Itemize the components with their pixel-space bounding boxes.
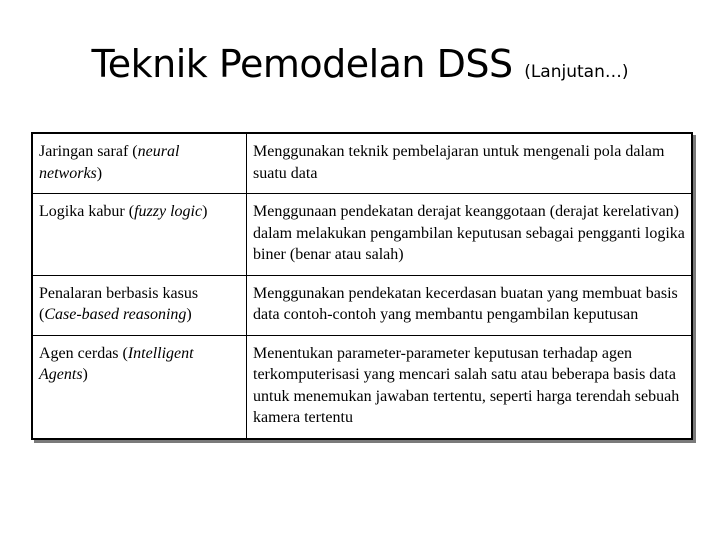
table-row <box>33 134 691 194</box>
technique-name: Jaringan saraf (neural networks) <box>33 134 247 194</box>
technique-name: Penalaran berbasis kasus (Case-based reasoning) <box>33 275 247 335</box>
technique-description: Menggunaan pendekatan derajat keanggotaan (derajat kerelativan) dalam melakukan pengambilan keputusan sebagai pengganti logika biner (benar atau salah) <box>247 194 692 276</box>
table-row <box>33 194 691 276</box>
page-title <box>0 42 720 86</box>
title-main: Teknik Pemodelan DSS <box>91 42 525 86</box>
technique-name: Agen cerdas (Intelligent Agents) <box>33 335 247 438</box>
technique-description: Menggunakan teknik pembelajaran untuk mengenali pola dalam suatu data <box>247 134 692 194</box>
technique-name: Logika kabur (fuzzy logic) <box>33 194 247 276</box>
techniques-table <box>31 132 693 440</box>
title-subtitle: (Lanjutan…) <box>524 62 629 82</box>
technique-description: Menggunakan pendekatan kecerdasan buatan yang membuat basis data contoh-contoh yang membantu pengambilan keputusan <box>247 275 692 335</box>
table-row <box>33 275 691 335</box>
technique-description: Menentukan parameter-parameter keputusan terhadap agen terkomputerisasi yang mencari salah satu atau beberapa basis data untuk menemukan jawaban tertentu, seperti harga terendah sebuah kamera tertentu <box>247 335 692 438</box>
table-row <box>33 335 691 438</box>
